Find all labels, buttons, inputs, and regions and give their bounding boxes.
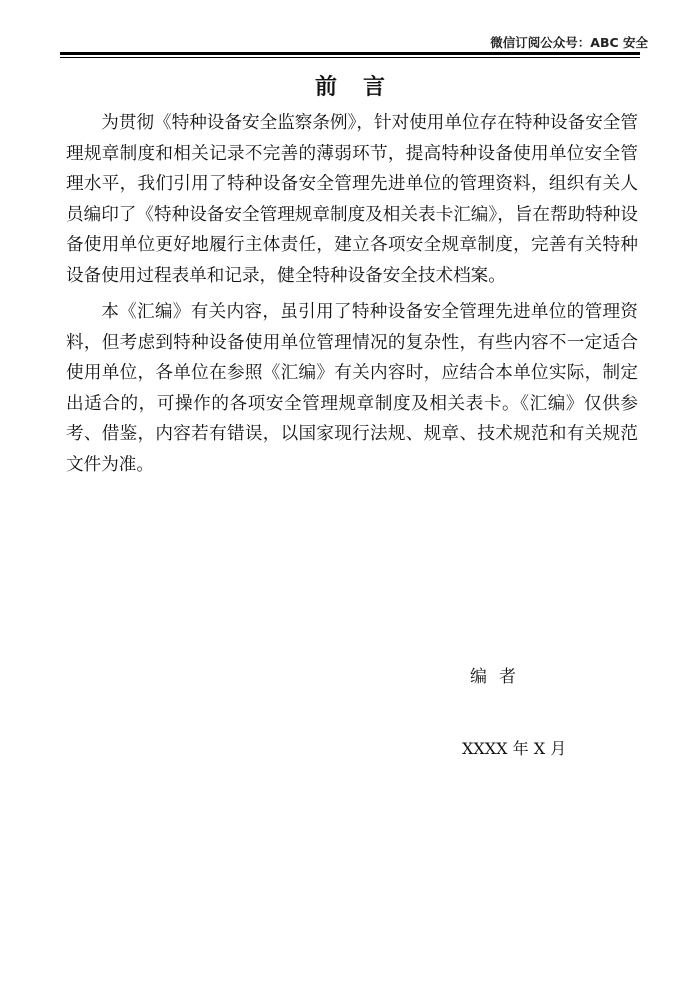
- header-note: 微信订阅公众号：ABC 安全: [490, 35, 648, 50]
- paragraph-2: 本《汇编》有关内容，虽引用了特种设备安全管理先进单位的管理资料，但考虑到特种设备使用单位管理情况的复杂性，有些内容不一定适合使用单位，各单位在参照《汇编》有关内容时，应结合本单位实际，制定出适合的，可操作的各项安全管理规章制度及相关表卡。《汇编》仅供参考、借鉴，内容若有错误，以国家现行法规、规章、技术规范和有关规范文件为准。: [66, 302, 638, 475]
- paragraph-1: 为贯彻《特种设备安全监察条例》，针对使用单位存在特种设备安全管理规章制度和相关记录不完善的薄弱环节，提高特种设备使用单位安全管理水平，我们引用了特种设备安全管理先进单位的管理资料，组织有关人员编印了《特种设备安全管理规章制度及相关表卡汇编》，旨在帮助特种设备使用单位更好地履行主体责任，建立各项安全规章制度，完善有关特种设备使用过程表单和记录，健全特种设备安全技术档案。: [66, 113, 638, 286]
- signature: 编者: [470, 667, 528, 687]
- date: XXXX 年 X 月: [462, 739, 567, 758]
- header-rule-thick: [60, 52, 640, 55]
- document-body: [66, 108, 638, 486]
- header-rule-thin: [60, 57, 640, 58]
- document-title: 前言: [314, 75, 411, 100]
